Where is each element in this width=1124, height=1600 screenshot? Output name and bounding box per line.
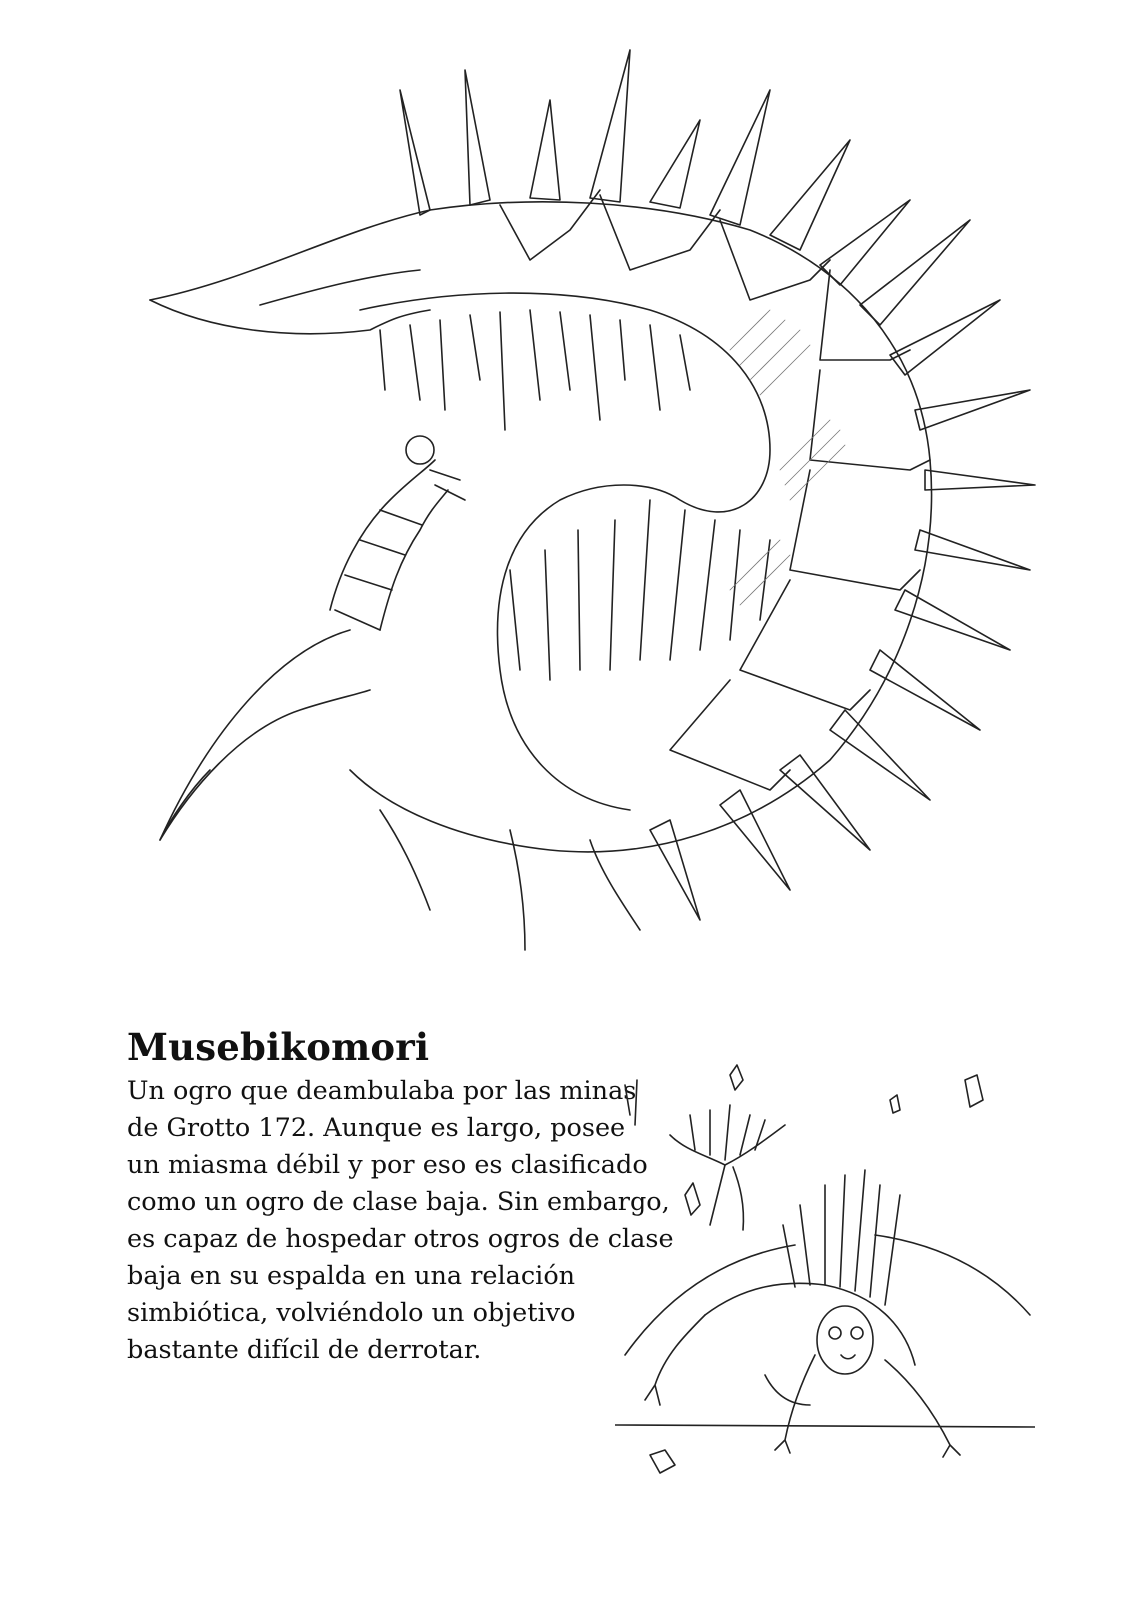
description-line: un miasma débil y por eso es clasificado [127, 1150, 648, 1180]
description-line: baja en su espalda en una relación [127, 1261, 576, 1291]
description-line: como un ogro de clase baja. Sin embargo, [127, 1187, 670, 1217]
falling-creature [670, 1105, 785, 1230]
back-spikes [400, 50, 1035, 920]
entry-title: Musebikomori [127, 1025, 430, 1069]
musebikomori-illustration [130, 30, 1050, 960]
creature-body [150, 190, 932, 950]
shading-hatch [730, 310, 845, 605]
description-line: de Grotto 172. Aunque es largo, posee [127, 1113, 626, 1143]
description-line: simbiótica, volviéndolo un objetivo [127, 1298, 576, 1328]
entry-description [127, 1073, 674, 1369]
description-line: es capaz de hospedar otros ogros de clase [127, 1224, 674, 1254]
mouth-bristles [380, 310, 770, 680]
description-line: bastante difícil de derrotar. [127, 1335, 482, 1365]
description-line: Un ogro que deambulaba por las minas [127, 1076, 637, 1106]
crawling-ogre-illustration [615, 1055, 1035, 1495]
